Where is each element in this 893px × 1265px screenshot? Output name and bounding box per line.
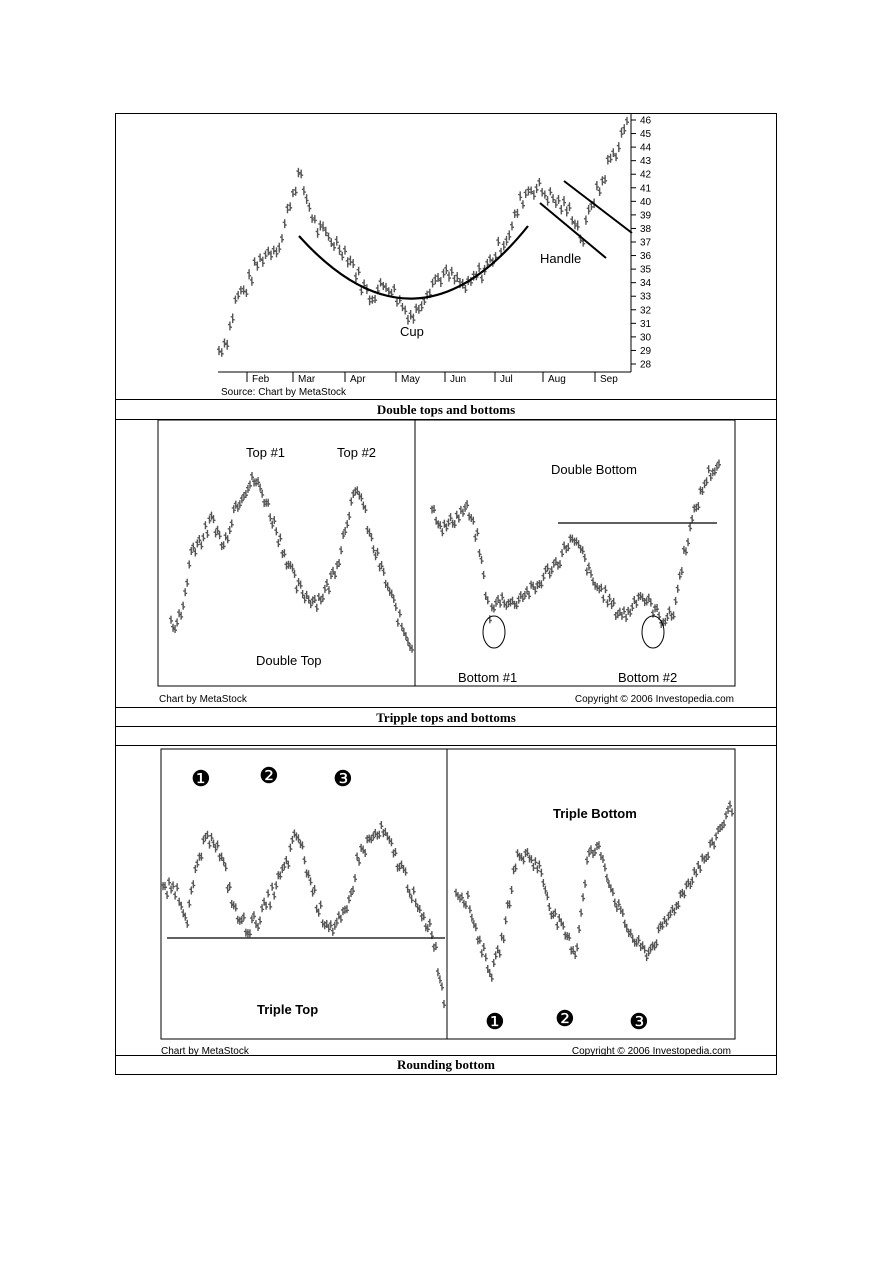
- price-bar: [327, 233, 331, 241]
- price-bar: [444, 265, 448, 274]
- price-bar: [354, 272, 358, 282]
- price-bar: [403, 306, 407, 315]
- month-label: Jun: [450, 374, 467, 385]
- price-bar: [231, 313, 235, 323]
- price-bar: [450, 267, 454, 276]
- price-bar: [555, 922, 559, 930]
- x-month-ticks: [247, 372, 618, 385]
- price-bar: [431, 279, 435, 288]
- document-table: [115, 113, 777, 1075]
- price-bar: [676, 585, 680, 593]
- price-bar: [343, 246, 347, 255]
- cup-curve: [299, 226, 528, 299]
- price-bar: [347, 512, 351, 520]
- marker-1: ❶: [191, 766, 211, 791]
- y-tick-label: 38: [640, 223, 652, 235]
- price-bar: [554, 199, 558, 208]
- price-bar: [559, 205, 563, 214]
- price-bar: [579, 909, 583, 917]
- price-bar: [537, 178, 541, 186]
- y-tick-label: 30: [640, 332, 652, 344]
- month-label: Aug: [548, 374, 566, 385]
- price-bar: [565, 206, 569, 216]
- month-label: May: [401, 374, 420, 385]
- price-bar: [557, 195, 561, 204]
- y-tick-label: 28: [640, 359, 652, 371]
- price-bar: [272, 892, 276, 900]
- price-bar: [510, 886, 514, 894]
- table-row-divider: [116, 726, 776, 727]
- price-bar: [524, 189, 528, 198]
- price-bar: [584, 215, 588, 224]
- price-bar: [395, 299, 399, 307]
- bottom1-label: Bottom #1: [458, 670, 518, 685]
- price-bar: [228, 321, 232, 330]
- price-bar: [409, 310, 413, 320]
- price-bar: [340, 252, 344, 261]
- credit-left: Chart by MetaStock: [159, 694, 247, 705]
- price-bar: [270, 883, 274, 891]
- price-bar: [205, 530, 209, 538]
- price-bar: [187, 560, 191, 568]
- price-bar: [280, 234, 284, 243]
- price-bar: [482, 571, 486, 579]
- price-bar: [337, 245, 341, 255]
- price-bar: [353, 874, 357, 882]
- price-bar: [581, 893, 585, 901]
- y-tick-label: 40: [640, 196, 652, 208]
- price-bar: [239, 286, 243, 294]
- handle-line-lower: [540, 203, 606, 258]
- price-bar: [242, 285, 246, 294]
- y-tick-label: 42: [640, 169, 652, 181]
- price-bar: [548, 187, 552, 195]
- price-bar: [295, 585, 299, 593]
- price-bar: [440, 528, 444, 536]
- price-bar: [452, 275, 456, 285]
- price-bar: [201, 533, 205, 541]
- month-label: Mar: [298, 374, 316, 385]
- price-bar: [181, 602, 185, 610]
- price-bar: [272, 246, 276, 255]
- y-tick-label: 39: [640, 210, 652, 222]
- price-bar: [484, 953, 488, 961]
- price-bar: [521, 200, 525, 208]
- price-bar: [463, 285, 467, 293]
- price-bar: [268, 902, 272, 910]
- month-label: Sep: [600, 374, 618, 385]
- price-bar: [236, 291, 240, 300]
- price-bar: [349, 498, 353, 506]
- price-bar: [438, 975, 442, 983]
- y-tick-label: 45: [640, 129, 652, 141]
- price-bar: [480, 274, 484, 283]
- y-tick-label: 29: [640, 345, 652, 357]
- price-bar: [165, 891, 169, 899]
- price-bar: [603, 863, 607, 871]
- price-bar: [315, 604, 319, 612]
- price-bar: [173, 892, 177, 900]
- price-bar: [268, 513, 272, 521]
- price-bar: [309, 877, 313, 885]
- y-tick-label: 46: [640, 115, 652, 127]
- bottom2-label: Bottom #2: [618, 670, 678, 685]
- price-bar: [551, 194, 555, 203]
- price-bar: [305, 194, 309, 204]
- double-bottom-bars: [430, 460, 721, 628]
- price-bar: [601, 595, 605, 603]
- price-bar: [175, 883, 179, 891]
- price-bar: [303, 856, 307, 864]
- price-bar: [707, 465, 711, 473]
- price-bar: [543, 191, 547, 199]
- price-bar: [283, 219, 287, 228]
- price-bar: [275, 247, 279, 257]
- y-tick-label: 32: [640, 305, 652, 317]
- price-bar: [411, 314, 415, 324]
- price-bar: [468, 905, 472, 913]
- price-bars: [217, 117, 629, 357]
- y-tick-label: 41: [640, 183, 652, 195]
- price-bar: [505, 236, 509, 246]
- price-bar: [587, 205, 591, 215]
- price-bar: [539, 869, 543, 877]
- price-bar: [183, 588, 187, 596]
- price-bar: [335, 236, 339, 246]
- price-bar: [488, 254, 492, 262]
- caption-triple-tops: Tripple tops and bottoms: [376, 710, 516, 725]
- table-row-divider: [116, 399, 776, 400]
- price-bar: [412, 886, 416, 894]
- price-bar: [261, 257, 265, 267]
- price-bar: [167, 877, 171, 885]
- month-label: Apr: [350, 374, 366, 385]
- price-bar: [288, 844, 292, 852]
- price-bar: [535, 184, 539, 193]
- chart-frame: [161, 749, 735, 1039]
- price-bar: [502, 241, 506, 250]
- double-top-bars: [169, 472, 414, 653]
- price-bar: [398, 295, 402, 303]
- marker-3: ❸: [629, 1009, 649, 1034]
- price-bar: [345, 520, 349, 528]
- table-row-divider: [116, 707, 776, 708]
- triple-top-bars: [161, 821, 446, 1008]
- month-label: Jul: [500, 374, 513, 385]
- price-bar: [690, 515, 694, 523]
- price-bar: [577, 925, 581, 933]
- y-tick-label: 34: [640, 278, 652, 290]
- price-bar: [203, 521, 207, 529]
- y-tick-label: 33: [640, 291, 652, 303]
- price-bar: [585, 857, 589, 865]
- triple-top-bottom-chart: [116, 746, 776, 1055]
- price-bar: [507, 230, 511, 240]
- price-bar: [688, 523, 692, 531]
- price-bar: [266, 889, 270, 897]
- price-bar: [274, 527, 278, 535]
- cup-handle-chart: [116, 114, 776, 399]
- marker-1: ❶: [485, 1009, 505, 1034]
- price-bar: [442, 269, 446, 278]
- price-bar: [187, 900, 191, 908]
- price-bar: [327, 586, 331, 594]
- price-bar: [442, 1000, 446, 1008]
- triple-bottom-bars: [454, 801, 734, 982]
- price-bar: [373, 295, 377, 303]
- price-bar: [244, 289, 248, 297]
- y-tick-label: 36: [640, 251, 652, 263]
- price-bar: [515, 209, 519, 218]
- price-bar: [510, 221, 514, 230]
- bottom1-circle: [483, 616, 505, 648]
- price-bar: [392, 284, 396, 292]
- price-bar: [617, 142, 621, 152]
- price-bar: [547, 903, 551, 911]
- y-tick-label: 37: [640, 237, 652, 249]
- y-ticks: [631, 116, 652, 371]
- y-tick-label: 31: [640, 318, 652, 330]
- price-bar: [307, 203, 311, 212]
- price-bar: [603, 585, 607, 593]
- price-bar: [589, 570, 593, 578]
- credit-right: Copyright © 2006 Investopedia.com: [574, 694, 734, 705]
- triple-bottom-label: Triple Bottom: [553, 806, 637, 821]
- price-bar: [466, 891, 470, 899]
- source-credit: Source: Chart by MetaStock: [221, 387, 347, 398]
- price-bar: [302, 186, 306, 195]
- price-bar: [207, 840, 211, 848]
- price-bar: [500, 592, 504, 600]
- marker-2: ❷: [555, 1006, 575, 1031]
- month-label: Feb: [252, 374, 270, 385]
- handle-label: Handle: [540, 251, 582, 266]
- price-bar: [620, 128, 624, 138]
- price-bar: [264, 251, 268, 260]
- price-bar: [368, 295, 372, 305]
- price-bar: [686, 538, 690, 546]
- credit-right: Copyright © 2006 Investopedia.com: [571, 1046, 731, 1055]
- price-bar: [185, 579, 189, 587]
- price-bar: [436, 968, 440, 976]
- price-bar: [562, 196, 566, 206]
- price-bar: [567, 202, 571, 211]
- price-bar: [546, 196, 550, 206]
- price-bar: [540, 188, 544, 196]
- price-bar: [396, 618, 400, 626]
- y-tick-label: 44: [640, 142, 652, 154]
- price-bar: [420, 301, 424, 311]
- price-bar: [598, 187, 602, 196]
- price-bar: [496, 237, 500, 246]
- price-bar: [357, 267, 361, 276]
- price-bar: [624, 614, 628, 622]
- price-bar: [351, 259, 355, 268]
- price-bar: [526, 186, 530, 195]
- caption-double-tops: Double tops and bottoms: [376, 402, 516, 417]
- price-bar: [560, 549, 564, 557]
- double-top-bottom-chart: [116, 420, 776, 706]
- price-bar: [447, 272, 451, 282]
- price-bar: [247, 269, 251, 279]
- price-bar: [185, 920, 189, 928]
- price-bar: [518, 191, 522, 200]
- caption-rounding-bottom: Rounding bottom: [397, 1057, 495, 1072]
- price-bar: [504, 916, 508, 924]
- price-bar: [583, 554, 587, 562]
- price-bar: [277, 243, 281, 253]
- price-bar: [394, 603, 398, 611]
- price-bar: [379, 821, 383, 829]
- price-bar: [319, 901, 323, 909]
- cup-label: Cup: [400, 324, 424, 339]
- double-bottom-label: Double Bottom: [551, 462, 637, 477]
- price-bar: [674, 597, 678, 605]
- price-bar: [169, 616, 173, 624]
- y-tick-label: 43: [640, 156, 652, 168]
- price-bar: [400, 303, 404, 311]
- price-bar: [513, 210, 517, 218]
- price-bar: [233, 296, 237, 304]
- price-bar: [440, 983, 444, 991]
- price-bar: [583, 880, 587, 888]
- price-bar: [492, 959, 496, 967]
- top2-label: Top #2: [337, 445, 377, 460]
- top1-label: Top #1: [246, 445, 286, 460]
- price-bar: [339, 546, 343, 554]
- price-bar: [730, 808, 734, 816]
- price-bar: [622, 124, 626, 134]
- marker-2: ❷: [259, 763, 279, 788]
- price-bar: [398, 609, 402, 617]
- y-tick-label: 35: [640, 264, 652, 276]
- credit-left: Chart by MetaStock: [161, 1046, 249, 1055]
- price-bar: [595, 181, 599, 190]
- triple-top-label: Triple Top: [257, 1002, 319, 1017]
- price-bar: [316, 228, 320, 238]
- price-bar: [274, 881, 278, 889]
- handle-line-upper: [564, 181, 632, 233]
- marker-3: ❸: [333, 766, 353, 791]
- price-bar: [250, 277, 254, 286]
- double-top-label: Double Top: [256, 653, 322, 668]
- price-bar: [477, 263, 481, 273]
- price-bar: [625, 117, 629, 125]
- price-bar: [575, 943, 579, 951]
- bottom2-circle: [642, 616, 664, 648]
